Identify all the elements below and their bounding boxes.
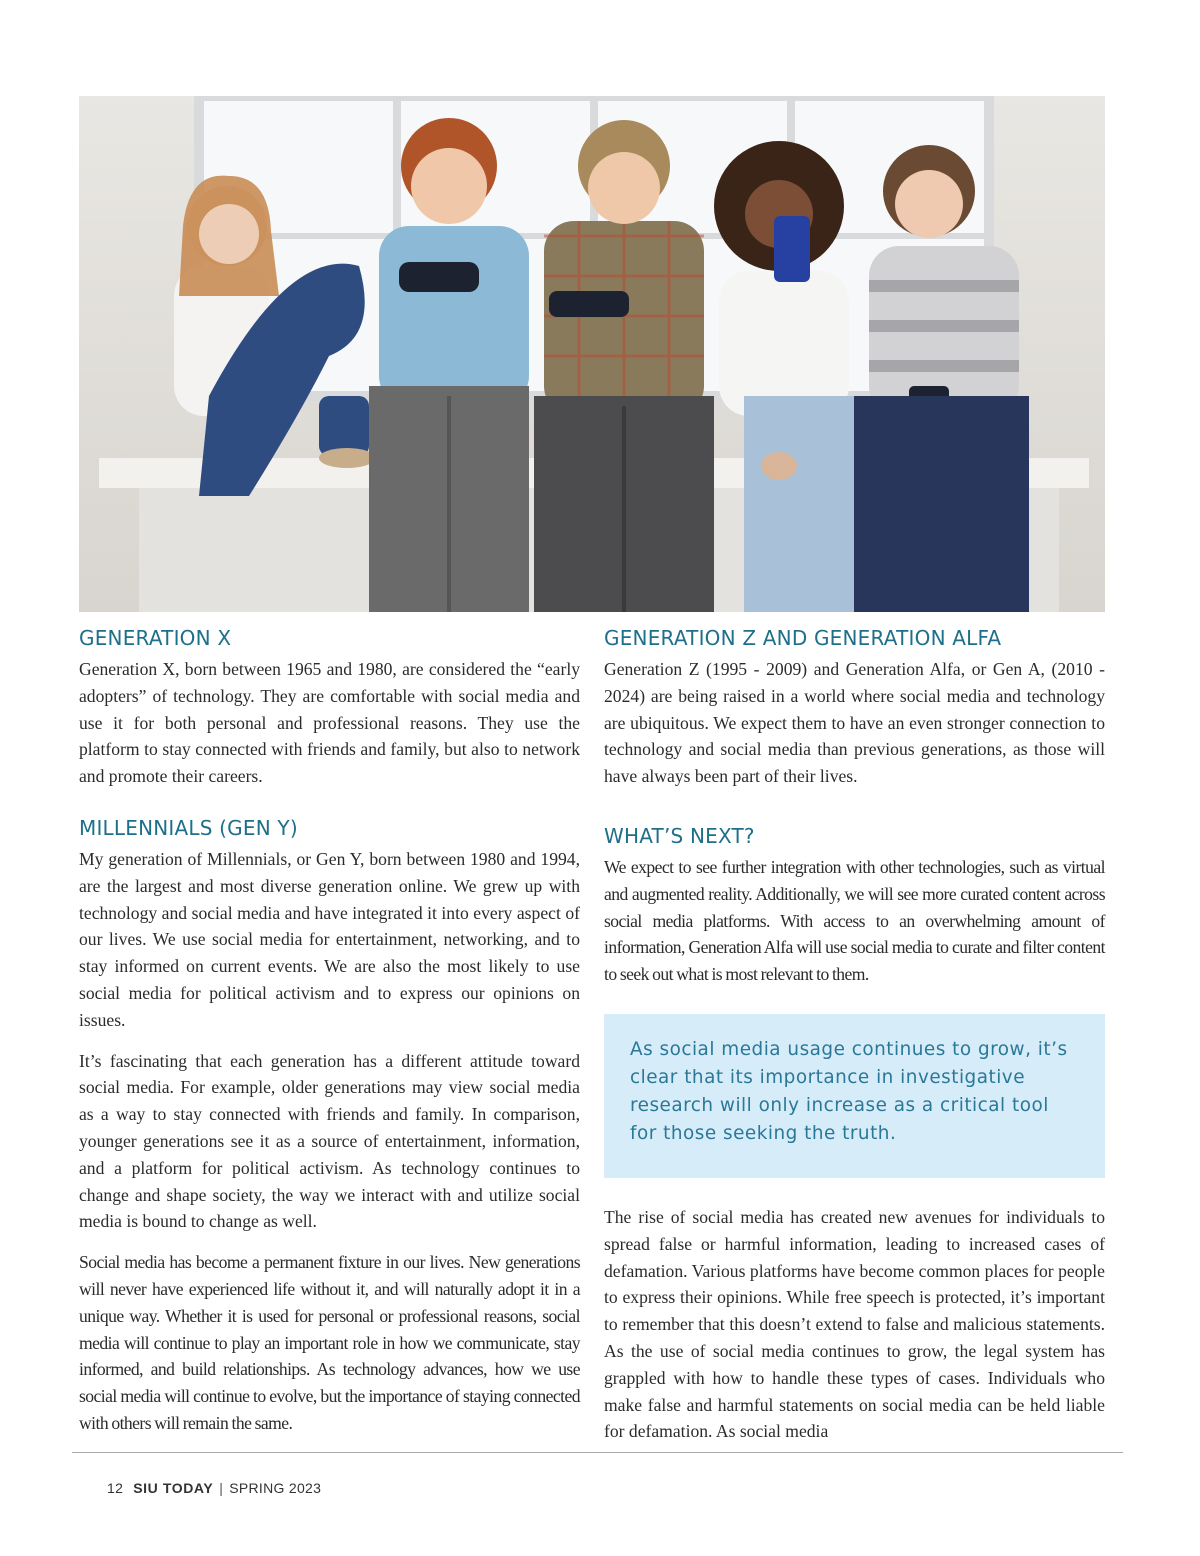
page-footer [107,1480,321,1496]
section-heading-millennials: MILLENNIALS (GEN Y) [79,815,298,840]
section-heading-whats-next: WHAT’S NEXT? [604,823,755,848]
millennials-paragraph-3: Social media has become a permanent fixture in our lives. New generations will never have experienced life without it, and will naturally adopt it in a unique way. Whether it is used for personal or professional reasons, social media will continue to play an important role in how we communicate, stay informed, and build relationships. As technology advances, how we use social media will continue to evolve, but the importance of staying connected with others will remain the same. [79,1252,580,1433]
photo-illustration [79,96,1105,612]
footer-separator: | [219,1480,224,1496]
generation-z-alfa-paragraph: Generation Z (1995 - 2009) and Generation Alfa, or Gen A, (2010 - 2024) are being raised in a world where social media and technology are ubiquitous. We expect them to have an even stronger connection to technology and social media than previous generations, as those will have always been part of their lives. [604,659,1105,787]
page-number: 12 [107,1480,124,1496]
defamation-paragraph: The rise of social media has created new avenues for individuals to spread false or harmful information, leading to increased cases of defamation. Various platforms have become common places for people to express their opinions. While free speech is protected, it’s important to remember that this doesn’t extend to false and malicious statements. As the use of social media continues to grow, the legal system has grappled with how to handle these types of cases. Individuals who make false and harmful statements on social media can be held liable for defamation. As social media [604,1206,1105,1442]
issue-label: SPRING 2023 [229,1480,322,1496]
section-heading-generation-x: GENERATION X [79,626,232,650]
generation-x-paragraph: Generation X, born between 1965 and 1980, are considered the “early adopters” of technology. They are comfortable with social media and use it for both personal and professional reasons. They use the platform to stay connected with friends and family, but also to network and promote their careers. [79,659,580,787]
section-heading-generation-z-alfa: GENERATION Z AND GENERATION ALFA [604,626,1002,650]
children-using-phones-photo [79,96,1105,612]
publication-name: SIU TODAY [133,1480,214,1496]
pull-quote: As social media usage continues to grow, it’s clear that its importance in investigative research will only increase as a critical tool for those seeking the truth. [604,1014,1105,1178]
millennials-paragraph-1: My generation of Millennials, or Gen Y, born between 1980 and 1994, are the largest and most diverse generation online. We grew up with technology and social media and have integrated it into every aspect of our lives. We use social media for entertainment, networking, and to stay informed on current events. We are also the most likely to use social media for political activism and to express our opinions on issues. [79,848,580,1030]
whats-next-paragraph: We expect to see further integration with other technologies, such as virtual and augmented reality. Additionally, we will see more curated content across social media platforms. With access to an overwhelming amount of information, Generation Alfa will use social media to curate and filter content to seek out what is most relevant to them. [604,856,1105,985]
millennials-paragraph-2: It’s fascinating that each generation has a different attitude toward social media. For example, older generations may view social media as a way to stay connected with friends and family. In comparison, younger generations see it as a source of entertainment, information, and a platform for political activism. As technology continues to change and shape society, the way we interact with and utilize social media is bound to change as well. [79,1050,580,1232]
right-column [604,622,1105,1445]
footer-divider [72,1452,1123,1453]
left-column [79,622,580,1437]
